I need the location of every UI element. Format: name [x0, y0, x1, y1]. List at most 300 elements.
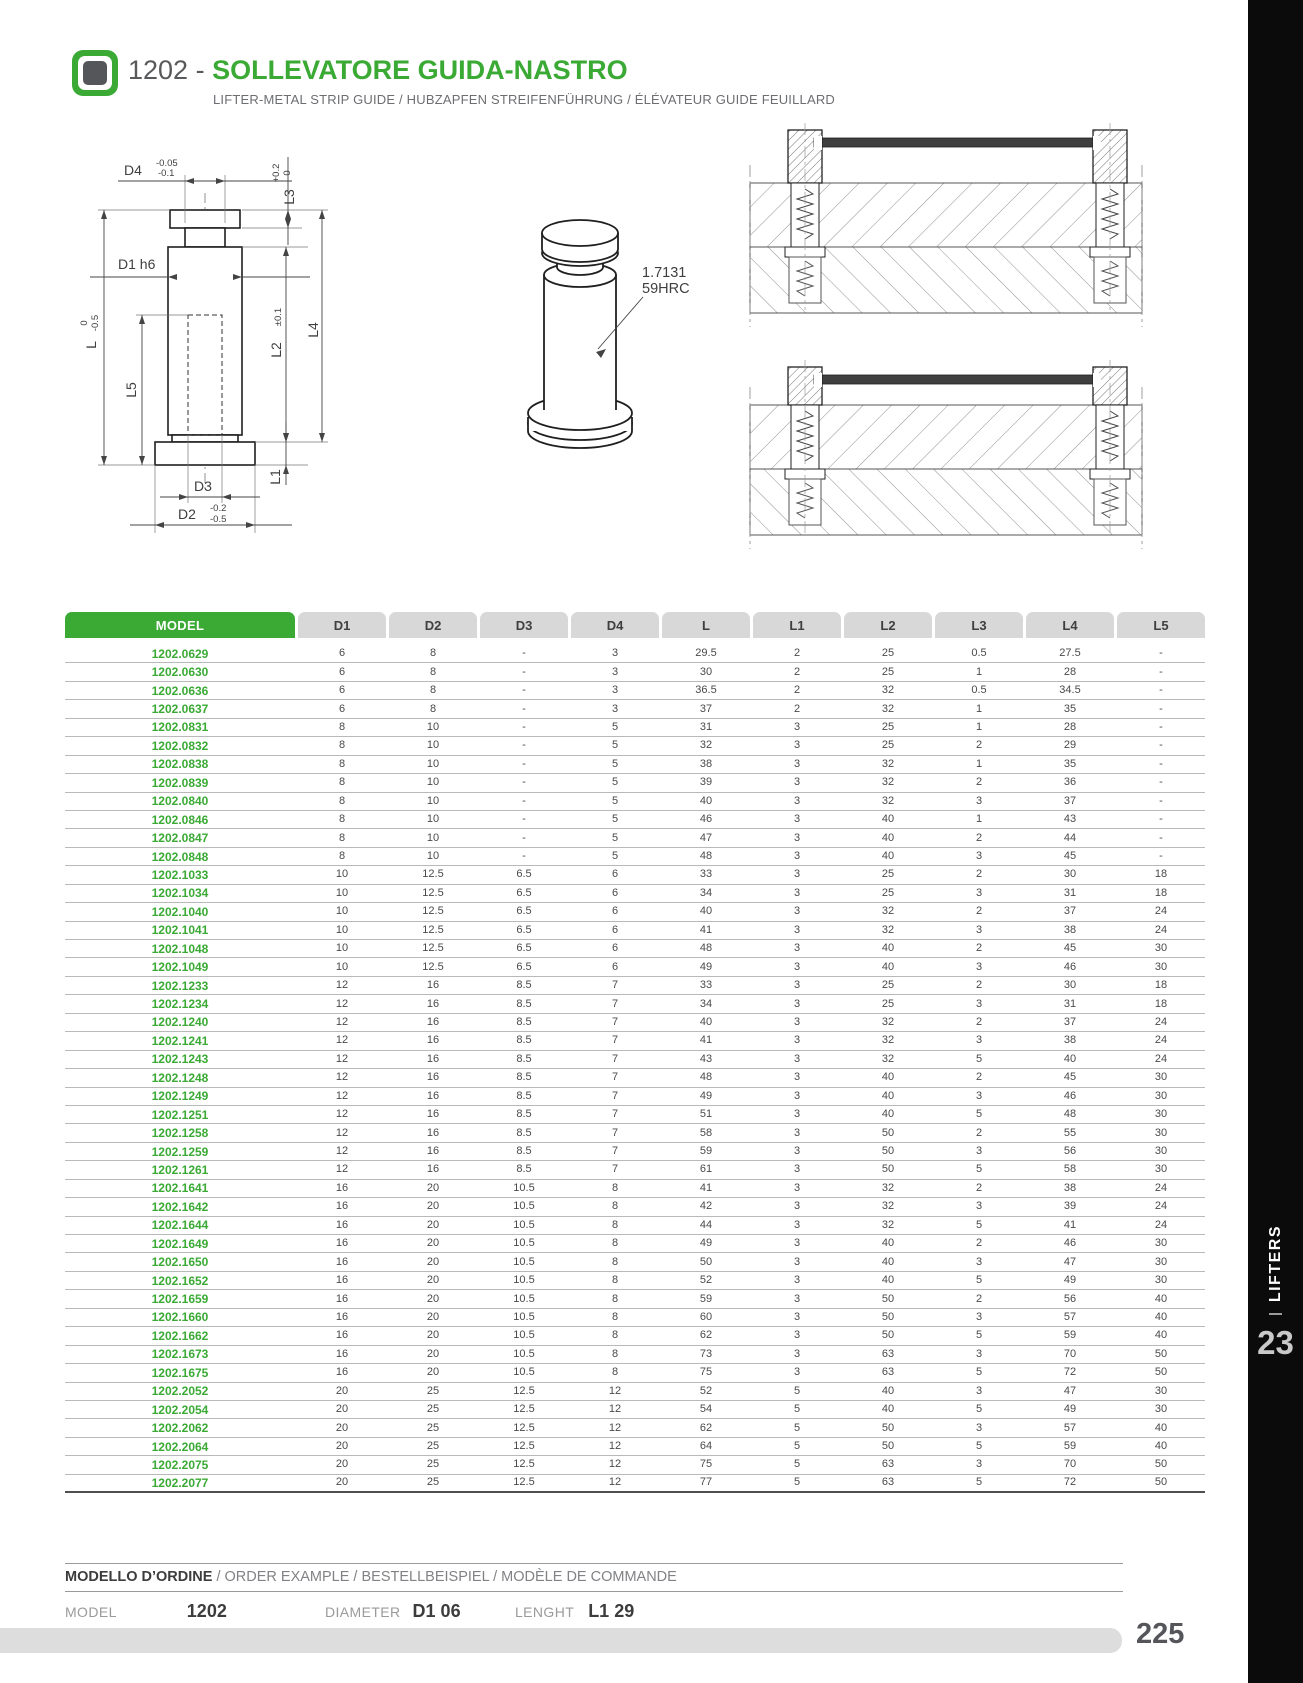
model-cell: 1202.1249	[151, 1089, 209, 1104]
value-cell-l: 51	[699, 1108, 713, 1121]
lifter-pin-left	[785, 123, 825, 310]
model-cell: 1202.1650	[151, 1255, 209, 1270]
table-body	[65, 638, 1205, 1493]
value-cell-l4: 37	[1063, 905, 1077, 918]
value-cell-d4: 7	[611, 1015, 619, 1028]
table-row	[65, 885, 1205, 903]
value-cell-l5: 50	[1154, 1458, 1168, 1471]
value-cell-l: 34	[699, 886, 713, 899]
value-cell-d3: 8.5	[516, 1145, 532, 1158]
value-cell-d3: 8.5	[516, 1052, 532, 1065]
value-cell-l4: 37	[1063, 794, 1077, 807]
value-cell-d3: -	[522, 776, 526, 789]
value-cell-l3: 1	[975, 702, 983, 715]
value-cell-d2: 16	[426, 1052, 440, 1065]
value-cell-l: 59	[699, 1292, 713, 1305]
value-cell-l5: -	[1159, 684, 1163, 697]
value-cell-l1: 5	[793, 1403, 801, 1416]
value-cell-d1: 12	[335, 1145, 349, 1158]
model-cell: 1202.0840	[151, 794, 209, 809]
value-cell-l4: 38	[1063, 923, 1077, 936]
value-cell-l2: 40	[881, 942, 895, 955]
model-cell: 1202.1261	[151, 1162, 209, 1177]
model-cell: 1202.1641	[151, 1181, 209, 1196]
value-cell-l2: 32	[881, 923, 895, 936]
value-cell-d1: 12	[335, 1034, 349, 1047]
value-cell-l2: 32	[881, 702, 895, 715]
column-header-l2: L2	[844, 612, 932, 638]
brand-logo-icon	[72, 50, 118, 96]
value-cell-l3: 5	[975, 1329, 983, 1342]
table-row	[65, 737, 1205, 755]
order-field-label: MODEL	[65, 1604, 117, 1620]
value-cell-d3: 10.5	[513, 1218, 535, 1231]
value-cell-l2: 32	[881, 794, 895, 807]
value-cell-l4: 45	[1063, 1071, 1077, 1084]
value-cell-d3: 10.5	[513, 1181, 535, 1194]
value-cell-d2: 12.5	[422, 905, 444, 918]
value-cell-d1: 20	[335, 1421, 349, 1434]
value-cell-l: 40	[699, 1015, 713, 1028]
value-cell-l2: 40	[881, 1274, 895, 1287]
value-cell-l5: -	[1159, 794, 1163, 807]
order-example	[65, 1563, 1123, 1622]
value-cell-l3: 3	[975, 850, 983, 863]
model-cell: 1202.2077	[151, 1475, 209, 1490]
value-cell-d1: 20	[335, 1458, 349, 1471]
column-header-d3: D3	[480, 612, 568, 638]
value-cell-d2: 10	[426, 757, 440, 770]
column-header-l5: L5	[1117, 612, 1205, 638]
value-cell-l: 46	[699, 813, 713, 826]
table-row	[65, 1419, 1205, 1437]
value-cell-d2: 25	[426, 1421, 440, 1434]
table-row	[65, 829, 1205, 847]
value-cell-d1: 12	[335, 1163, 349, 1176]
value-cell-l5: 30	[1154, 1274, 1168, 1287]
value-cell-l: 30	[699, 665, 713, 678]
value-cell-l2: 32	[881, 757, 895, 770]
value-cell-d3: 6.5	[516, 942, 532, 955]
value-cell-d3: 8.5	[516, 979, 532, 992]
value-cell-d3: 12.5	[513, 1403, 535, 1416]
value-cell-l4: 49	[1063, 1403, 1077, 1416]
order-example-fields	[65, 1601, 1123, 1622]
value-cell-d3: -	[522, 647, 526, 660]
value-cell-d1: 16	[335, 1218, 349, 1231]
value-cell-l3: 5	[975, 1163, 983, 1176]
value-cell-l2: 25	[881, 868, 895, 881]
drawing-2d-pin	[79, 157, 328, 533]
value-cell-l1: 3	[793, 886, 801, 899]
value-cell-l5: 24	[1154, 1218, 1168, 1231]
table-row	[65, 1143, 1205, 1161]
model-cell: 1202.0831	[151, 720, 209, 735]
value-cell-d1: 12	[335, 1052, 349, 1065]
value-cell-d2: 12.5	[422, 886, 444, 899]
value-cell-d2: 10	[426, 776, 440, 789]
value-cell-l5: -	[1159, 850, 1163, 863]
value-cell-l4: 45	[1063, 850, 1077, 863]
value-cell-l2: 25	[881, 979, 895, 992]
value-cell-l: 54	[699, 1403, 713, 1416]
value-cell-l2: 25	[881, 720, 895, 733]
value-cell-d4: 8	[611, 1366, 619, 1379]
value-cell-d2: 20	[426, 1292, 440, 1305]
model-cell: 1202.1234	[151, 997, 209, 1012]
value-cell-l: 48	[699, 1071, 713, 1084]
value-cell-l2: 50	[881, 1421, 895, 1434]
dim-l3: L3	[281, 189, 297, 205]
value-cell-d4: 6	[611, 886, 619, 899]
value-cell-l2: 32	[881, 684, 895, 697]
metal-strip	[814, 138, 1093, 147]
value-cell-d1: 20	[335, 1384, 349, 1397]
value-cell-d3: 8.5	[516, 1015, 532, 1028]
model-cell: 1202.1034	[151, 886, 209, 901]
value-cell-l1: 3	[793, 923, 801, 936]
table-row	[65, 1235, 1205, 1253]
value-cell-l: 49	[699, 1089, 713, 1102]
value-cell-d4: 7	[611, 1108, 619, 1121]
value-cell-d1: 10	[335, 868, 349, 881]
dim-d1: D1 h6	[118, 256, 156, 272]
value-cell-d3: 8.5	[516, 1108, 532, 1121]
value-cell-l3: 3	[975, 960, 983, 973]
value-cell-l1: 3	[793, 942, 801, 955]
value-cell-l4: 46	[1063, 1089, 1077, 1102]
table-row	[65, 903, 1205, 921]
value-cell-l1: 3	[793, 1163, 801, 1176]
value-cell-l: 32	[699, 739, 713, 752]
value-cell-d1: 16	[335, 1347, 349, 1360]
value-cell-d2: 20	[426, 1255, 440, 1268]
value-cell-l5: 50	[1154, 1347, 1168, 1360]
value-cell-d2: 10	[426, 794, 440, 807]
table-row	[65, 1198, 1205, 1216]
value-cell-l2: 40	[881, 1384, 895, 1397]
metal-strip	[814, 375, 1093, 384]
value-cell-l: 38	[699, 757, 713, 770]
table-row	[65, 1309, 1205, 1327]
model-cell: 1202.0629	[151, 646, 209, 661]
value-cell-l: 52	[699, 1274, 713, 1287]
product-code: 1202 -	[128, 55, 213, 85]
value-cell-l1: 3	[793, 831, 801, 844]
value-cell-l: 41	[699, 1034, 713, 1047]
value-cell-l5: 40	[1154, 1440, 1168, 1453]
value-cell-d3: -	[522, 684, 526, 697]
model-cell: 1202.1251	[151, 1107, 209, 1122]
value-cell-d1: 16	[335, 1292, 349, 1305]
value-cell-l1: 3	[793, 850, 801, 863]
value-cell-d3: 8.5	[516, 1071, 532, 1084]
value-cell-d2: 25	[426, 1440, 440, 1453]
value-cell-l: 43	[699, 1052, 713, 1065]
value-cell-d2: 16	[426, 1126, 440, 1139]
model-cell: 1202.1258	[151, 1126, 209, 1141]
table-row	[65, 1290, 1205, 1308]
value-cell-l3: 3	[975, 794, 983, 807]
model-cell: 1202.1642	[151, 1199, 209, 1214]
value-cell-l4: 41	[1063, 1218, 1077, 1231]
value-cell-d1: 12	[335, 979, 349, 992]
value-cell-l5: 30	[1154, 942, 1168, 955]
value-cell-l5: 18	[1154, 886, 1168, 899]
value-cell-d2: 16	[426, 1163, 440, 1176]
value-cell-l3: 1	[975, 813, 983, 826]
value-cell-d1: 8	[338, 831, 346, 844]
value-cell-d2: 16	[426, 979, 440, 992]
value-cell-l: 61	[699, 1163, 713, 1176]
model-cell: 1202.0847	[151, 831, 209, 846]
value-cell-d3: 10.5	[513, 1329, 535, 1342]
value-cell-l: 36.5	[695, 684, 717, 697]
value-cell-l: 33	[699, 979, 713, 992]
value-cell-l4: 55	[1063, 1126, 1077, 1139]
order-field-value: 1202	[186, 1601, 227, 1621]
value-cell-d4: 8	[611, 1237, 619, 1250]
value-cell-d3: 6.5	[516, 905, 532, 918]
value-cell-d4: 8	[611, 1329, 619, 1342]
value-cell-d2: 12.5	[422, 942, 444, 955]
value-cell-l4: 38	[1063, 1034, 1077, 1047]
value-cell-d2: 16	[426, 1145, 440, 1158]
order-field-label: DIAMETER	[325, 1604, 401, 1620]
value-cell-l2: 63	[881, 1476, 895, 1489]
value-cell-l3: 0.5	[971, 647, 987, 660]
dim-d3: D3	[194, 478, 212, 494]
value-cell-d1: 12	[335, 1108, 349, 1121]
value-cell-l2: 50	[881, 1440, 895, 1453]
value-cell-l1: 3	[793, 1145, 801, 1158]
table-row	[65, 774, 1205, 792]
value-cell-l1: 3	[793, 1292, 801, 1305]
installation-diagram-lowered	[750, 360, 1142, 549]
value-cell-d2: 16	[426, 997, 440, 1010]
value-cell-l3: 3	[975, 1310, 983, 1323]
value-cell-d2: 20	[426, 1218, 440, 1231]
material-label: 1.7131	[642, 265, 687, 281]
table-row	[65, 663, 1205, 681]
dimensions-table	[65, 612, 1205, 1493]
value-cell-d4: 5	[611, 757, 619, 770]
value-cell-l5: -	[1159, 665, 1163, 678]
value-cell-l: 49	[699, 1237, 713, 1250]
value-cell-d4: 3	[611, 702, 619, 715]
value-cell-l3: 2	[975, 1126, 983, 1139]
model-cell: 1202.2052	[151, 1384, 209, 1399]
value-cell-d3: -	[522, 702, 526, 715]
value-cell-d3: 8.5	[516, 997, 532, 1010]
table-row	[65, 793, 1205, 811]
value-cell-l1: 2	[793, 702, 801, 715]
value-cell-l3: 5	[975, 1052, 983, 1065]
value-cell-d3: -	[522, 720, 526, 733]
order-field-label: LENGHT	[515, 1604, 575, 1620]
value-cell-l2: 32	[881, 905, 895, 918]
value-cell-l3: 2	[975, 1071, 983, 1084]
model-cell: 1202.0636	[151, 683, 209, 698]
value-cell-d3: 6.5	[516, 960, 532, 973]
value-cell-l4: 43	[1063, 813, 1077, 826]
value-cell-l: 62	[699, 1329, 713, 1342]
value-cell-l: 39	[699, 776, 713, 789]
order-field-diameter	[325, 1601, 515, 1622]
value-cell-l: 73	[699, 1347, 713, 1360]
table-row	[65, 848, 1205, 866]
value-cell-l1: 3	[793, 1015, 801, 1028]
table-row	[65, 958, 1205, 976]
value-cell-d2: 12.5	[422, 960, 444, 973]
value-cell-l3: 2	[975, 979, 983, 992]
value-cell-d1: 8	[338, 850, 346, 863]
value-cell-d4: 7	[611, 1145, 619, 1158]
value-cell-l3: 3	[975, 1347, 983, 1360]
value-cell-l2: 32	[881, 776, 895, 789]
value-cell-l2: 25	[881, 665, 895, 678]
table-row	[65, 1124, 1205, 1142]
value-cell-l5: 18	[1154, 997, 1168, 1010]
value-cell-l4: 49	[1063, 1274, 1077, 1287]
value-cell-l3: 3	[975, 1200, 983, 1213]
value-cell-l5: 24	[1154, 905, 1168, 918]
model-cell: 1202.1033	[151, 867, 209, 882]
value-cell-d3: -	[522, 665, 526, 678]
value-cell-l1: 3	[793, 813, 801, 826]
value-cell-l1: 3	[793, 1274, 801, 1287]
value-cell-l1: 3	[793, 1052, 801, 1065]
value-cell-d1: 20	[335, 1476, 349, 1489]
value-cell-l3: 5	[975, 1440, 983, 1453]
value-cell-d1: 8	[338, 813, 346, 826]
value-cell-d4: 5	[611, 739, 619, 752]
value-cell-d4: 8	[611, 1200, 619, 1213]
value-cell-l1: 3	[793, 720, 801, 733]
dim-l: L	[83, 341, 99, 349]
value-cell-l5: -	[1159, 739, 1163, 752]
value-cell-l4: 47	[1063, 1384, 1077, 1397]
value-cell-l5: 30	[1154, 1403, 1168, 1416]
value-cell-d1: 12	[335, 1071, 349, 1084]
value-cell-d3: 10.5	[513, 1200, 535, 1213]
value-cell-d2: 20	[426, 1347, 440, 1360]
value-cell-d4: 5	[611, 850, 619, 863]
value-cell-l5: 50	[1154, 1366, 1168, 1379]
value-cell-l1: 3	[793, 1089, 801, 1102]
value-cell-l1: 3	[793, 1310, 801, 1323]
side-tab-content	[1248, 1225, 1303, 1362]
value-cell-l1: 5	[793, 1440, 801, 1453]
value-cell-d2: 12.5	[422, 923, 444, 936]
column-header-l4: L4	[1026, 612, 1114, 638]
value-cell-l: 52	[699, 1384, 713, 1397]
value-cell-l: 34	[699, 997, 713, 1010]
value-cell-l1: 3	[793, 1200, 801, 1213]
model-cell: 1202.1243	[151, 1052, 209, 1067]
value-cell-l4: 35	[1063, 757, 1077, 770]
value-cell-l: 62	[699, 1421, 713, 1434]
value-cell-l3: 3	[975, 1145, 983, 1158]
model-cell: 1202.1660	[151, 1310, 209, 1325]
value-cell-d2: 25	[426, 1476, 440, 1489]
value-cell-d1: 10	[335, 886, 349, 899]
table-row	[65, 1475, 1205, 1493]
value-cell-d2: 10	[426, 850, 440, 863]
value-cell-l: 31	[699, 720, 713, 733]
dim-d2: D2	[178, 506, 196, 522]
value-cell-d4: 7	[611, 1071, 619, 1084]
value-cell-l4: 70	[1063, 1347, 1077, 1360]
value-cell-l5: 18	[1154, 979, 1168, 992]
value-cell-l2: 32	[881, 1181, 895, 1194]
value-cell-l3: 5	[975, 1366, 983, 1379]
value-cell-l1: 3	[793, 1329, 801, 1342]
lifter-pin-right	[1090, 123, 1130, 310]
value-cell-d1: 16	[335, 1310, 349, 1323]
value-cell-l5: -	[1159, 757, 1163, 770]
value-cell-l4: 57	[1063, 1310, 1077, 1323]
value-cell-d4: 8	[611, 1181, 619, 1194]
value-cell-l3: 3	[975, 1421, 983, 1434]
value-cell-l5: -	[1159, 813, 1163, 826]
value-cell-l5: -	[1159, 647, 1163, 660]
value-cell-l5: -	[1159, 776, 1163, 789]
value-cell-l1: 5	[793, 1476, 801, 1489]
value-cell-d4: 5	[611, 720, 619, 733]
value-cell-l: 48	[699, 850, 713, 863]
table-row	[65, 1327, 1205, 1345]
value-cell-l4: 37	[1063, 1015, 1077, 1028]
model-cell: 1202.0838	[151, 757, 209, 772]
value-cell-d4: 8	[611, 1218, 619, 1231]
value-cell-l2: 50	[881, 1329, 895, 1342]
table-row	[65, 866, 1205, 884]
value-cell-l2: 63	[881, 1458, 895, 1471]
value-cell-l3: 5	[975, 1108, 983, 1121]
value-cell-l: 29.5	[695, 647, 717, 660]
value-cell-d4: 6	[611, 923, 619, 936]
model-cell: 1202.1662	[151, 1328, 209, 1343]
value-cell-l3: 1	[975, 665, 983, 678]
table-row	[65, 1364, 1205, 1382]
value-cell-l5: 30	[1154, 1126, 1168, 1139]
value-cell-l5: 30	[1154, 1255, 1168, 1268]
table-row	[65, 756, 1205, 774]
value-cell-d3: 6.5	[516, 868, 532, 881]
value-cell-l2: 32	[881, 1052, 895, 1065]
value-cell-l2: 32	[881, 1015, 895, 1028]
value-cell-l5: 18	[1154, 868, 1168, 881]
dim-l2-tol: ±0.1	[273, 307, 284, 327]
value-cell-d1: 8	[338, 794, 346, 807]
side-tab	[1248, 0, 1303, 1683]
value-cell-l1: 3	[793, 1366, 801, 1379]
value-cell-l5: 30	[1154, 1384, 1168, 1397]
value-cell-l3: 3	[975, 1255, 983, 1268]
drawing-3d-pin	[528, 220, 690, 448]
value-cell-d3: 6.5	[516, 886, 532, 899]
model-cell: 1202.1248	[151, 1070, 209, 1085]
value-cell-l4: 48	[1063, 1108, 1077, 1121]
value-cell-l4: 59	[1063, 1440, 1077, 1453]
value-cell-d4: 8	[611, 1347, 619, 1360]
value-cell-d3: 8.5	[516, 1034, 532, 1047]
value-cell-l4: 57	[1063, 1421, 1077, 1434]
value-cell-d4: 5	[611, 813, 619, 826]
value-cell-l5: 24	[1154, 1052, 1168, 1065]
table-row	[65, 1014, 1205, 1032]
